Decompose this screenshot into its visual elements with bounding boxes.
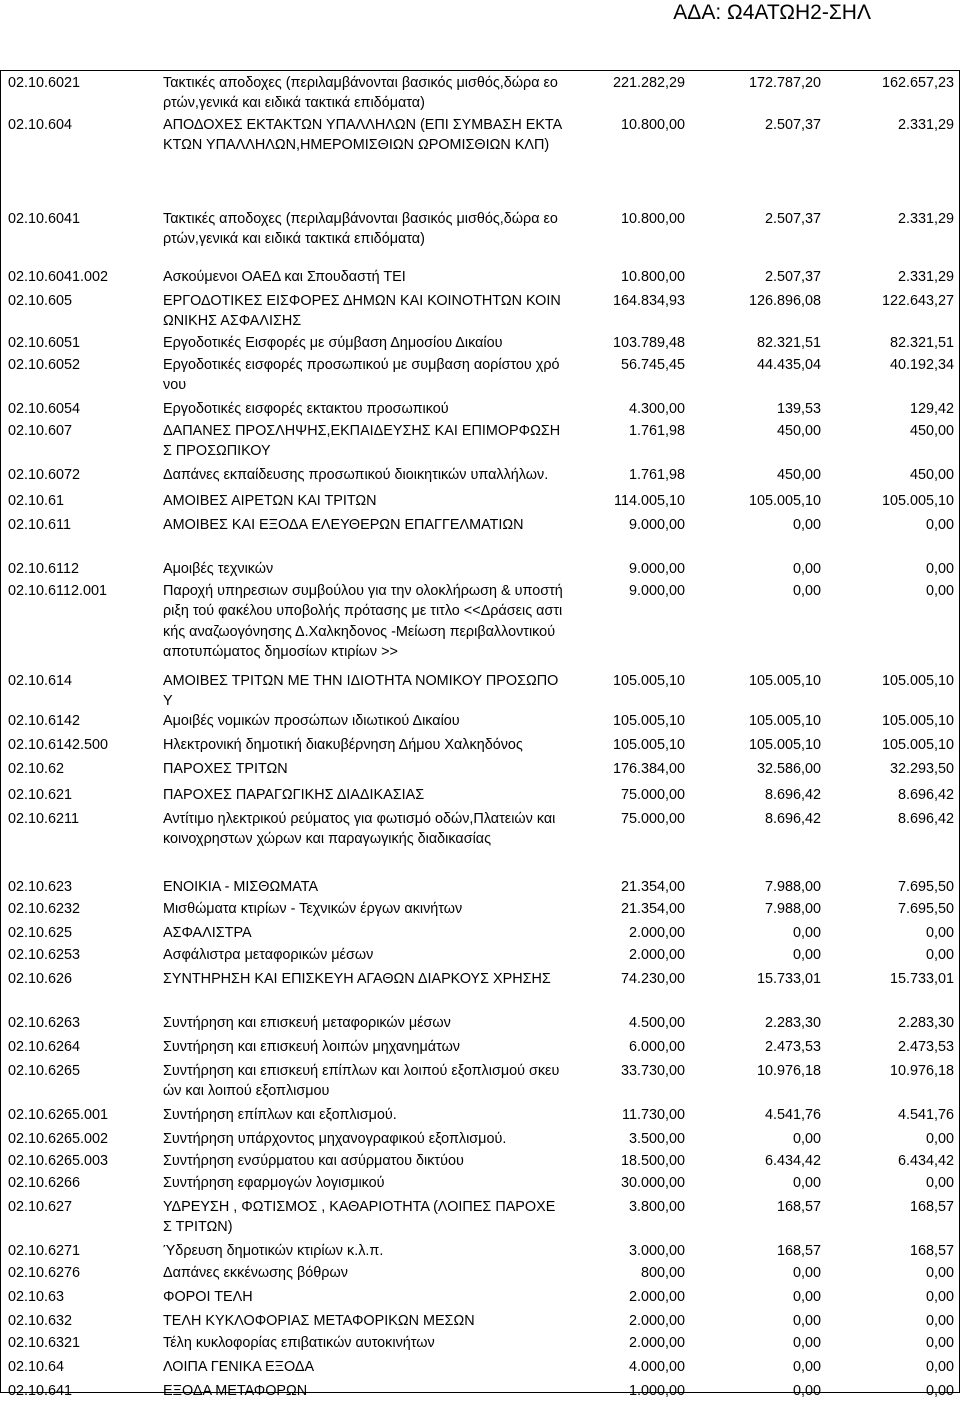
account-description: ΥΔΡΕΥΣΗ , ΦΩΤΙΣΜΟΣ , ΚΑΘΑΡΙΟΤΗΤΑ (ΛΟΙΠΕΣ ΠΑΡΟΧΕΣ ΤΡΙΤΩΝ) (163, 1199, 556, 1236)
paid-amount: 0,00 (925, 1175, 954, 1191)
budget-amount: 800,00 (640, 1265, 685, 1281)
account-code: 02.10.64 (8, 1359, 65, 1375)
account-description: Συντήρηση υπάρχοντος μηχανογραφικού εξοπλισμού. (163, 1131, 507, 1147)
budget-amount: 10.800,00 (620, 269, 685, 285)
account-code: 02.10.6263 (8, 1015, 81, 1031)
paid-amount: 8.696,42 (897, 811, 954, 827)
account-description: Συντήρηση και επισκευή επίπλων και λοιπού εξοπλισμού σκευών και λοιπού εξοπλισμου (163, 1063, 560, 1100)
paid-amount: 4.541,76 (897, 1107, 954, 1123)
paid-amount: 10.976,18 (889, 1063, 954, 1079)
account-description: Τέλη κυκλοφορίας επιβατικών αυτοκινήτων (163, 1335, 435, 1351)
committed-amount: 2.507,37 (764, 269, 821, 285)
account-description: Συντήρηση και επισκευή μεταφορικών μέσων (163, 1015, 451, 1031)
budget-amount: 2.000,00 (628, 1335, 685, 1351)
budget-amount: 221.282,29 (612, 75, 685, 91)
budget-amount: 114.005,10 (614, 493, 685, 509)
paid-amount: 15.733,01 (889, 971, 954, 987)
paid-amount: 0,00 (925, 561, 954, 577)
committed-amount: 7.988,00 (764, 879, 821, 895)
account-description: Αντίτιμο ηλεκτρικού ρεύματος για φωτισμό οδών,Πλατειών και κοινοχρηστων χώρων και παραγωγικής διαδικασίας (163, 811, 556, 848)
committed-amount: 105.005,10 (748, 493, 821, 509)
budget-amount: 74.230,00 (620, 971, 685, 987)
paid-amount: 168,57 (909, 1243, 954, 1259)
account-description: Αμοιβές τεχνικών (163, 561, 274, 577)
committed-amount: 8.696,42 (764, 811, 821, 827)
account-code: 02.10.6321 (8, 1335, 81, 1351)
account-code: 02.10.6072 (8, 467, 81, 483)
account-description: ΑΣΦΑΛΙΣΤΡΑ (163, 925, 252, 941)
committed-amount: 0,00 (792, 561, 821, 577)
paid-amount: 0,00 (925, 1383, 954, 1399)
budget-amount: 4.000,00 (628, 1359, 685, 1375)
account-description: Δαπάνες εκκένωσης βόθρων (163, 1265, 348, 1281)
account-code: 02.10.6232 (8, 901, 81, 917)
committed-amount: 6.434,42 (764, 1153, 821, 1169)
account-description: ΑΜΟΙΒΕΣ ΤΡΙΤΩΝ ΜΕ ΤΗΝ ΙΔΙΟΤΗΤΑ ΝΟΜΙΚΟΥ ΠΡΟΣΩΠΟΥ (163, 673, 559, 710)
budget-amount: 9.000,00 (628, 517, 685, 533)
budget-amount: 10.800,00 (620, 117, 685, 133)
account-description: Εργοδοτικές εισφορές προσωπικού με συμβαση αορίστου χρόνου (163, 357, 560, 394)
paid-amount: 82.321,51 (889, 335, 954, 351)
budget-amount: 164.834,93 (612, 293, 685, 309)
account-description: ΕΡΓΟΔΟΤΙΚΕΣ ΕΙΣΦΟΡΕΣ ΔΗΜΩΝ ΚΑΙ ΚΟΙΝΟΤΗΤΩΝ ΚΟΙΝΩΝΙΚΗΣ ΑΣΦΑΛΙΣΗΣ (163, 293, 561, 330)
budget-amount: 30.000,00 (620, 1175, 685, 1191)
budget-amount: 75.000,00 (620, 811, 685, 827)
account-description: Συντήρηση και επισκευή λοιπών μηχανημάτων (163, 1039, 460, 1055)
paid-amount: 0,00 (925, 947, 954, 963)
account-code: 02.10.6021 (8, 75, 81, 91)
paid-amount: 0,00 (925, 517, 954, 533)
account-code: 02.10.623 (8, 879, 73, 895)
account-description: ΣΥΝΤΗΡΗΣΗ ΚΑΙ ΕΠΙΣΚΕΥΗ ΑΓΑΘΩΝ ΔΙΑΡΚΟΥΣ ΧΡΗΣΗΣ (163, 971, 551, 987)
paid-amount: 105.005,10 (881, 493, 954, 509)
paid-amount: 105.005,10 (881, 673, 954, 689)
account-code: 02.10.6112.001 (8, 583, 107, 599)
paid-amount: 105.005,10 (881, 737, 954, 753)
committed-amount: 32.586,00 (756, 761, 821, 777)
paid-amount: 8.696,42 (897, 787, 954, 803)
account-description: Τακτικές αποδοχες (περιλαμβάνονται βασικός μισθός,δώρα εορτών,γενικά και ειδικά τακτικά επιδόματα) (163, 211, 558, 248)
budget-table (0, 70, 960, 1399)
committed-amount: 450,00 (776, 423, 821, 439)
account-description: Συντήρηση εφαρμογών λογισμικού (163, 1175, 385, 1191)
paid-amount: 2.331,29 (897, 269, 954, 285)
account-description: ΑΜΟΙΒΕΣ ΚΑΙ ΕΞΟΔΑ ΕΛΕΥΘΕΡΩΝ ΕΠΑΓΓΕΛΜΑΤΙΩΝ (163, 517, 524, 533)
paid-amount: 0,00 (925, 1131, 954, 1147)
budget-amount: 105.005,10 (612, 713, 685, 729)
account-description: ΕΝΟΙΚΙΑ - ΜΙΣΘΩΜΑΤΑ (163, 879, 319, 895)
committed-amount: 0,00 (792, 517, 821, 533)
account-code: 02.10.611 (8, 517, 71, 533)
account-description: Παροχή υπηρεσιων συμβούλου για την ολοκλήρωση & υποστήριξη τού φακέλου υποβολής πρότασης με τιτλο <<Δράσεις αστικής αναζωογόνησης Δ.Χαλκηδονος -Μείωση περιβαλλοντικού αποτυπώματος δημοσίων κτιρίων >> (163, 583, 563, 660)
committed-amount: 105.005,10 (748, 713, 821, 729)
budget-amount: 6.000,00 (628, 1039, 685, 1055)
paid-amount: 2.473,53 (897, 1039, 954, 1055)
committed-amount: 0,00 (792, 1131, 821, 1147)
account-code: 02.10.621 (8, 787, 73, 803)
ada-identifier: ΑΔΑ: Ω4ΑΤΩΗ2-ΣΗΛ (673, 1, 871, 24)
account-description: Μισθώματα κτιρίων - Τεχνικών έργων ακινήτων (163, 901, 463, 917)
paid-amount: 450,00 (909, 467, 954, 483)
committed-amount: 0,00 (792, 583, 821, 599)
paid-amount: 40.192,34 (889, 357, 954, 373)
paid-amount: 2.331,29 (897, 211, 954, 227)
account-code: 02.10.6265.001 (8, 1107, 109, 1123)
account-code: 02.10.6041 (8, 211, 81, 227)
budget-amount: 9.000,00 (628, 583, 685, 599)
account-code: 02.10.627 (8, 1199, 73, 1215)
account-code: 02.10.6052 (8, 357, 81, 373)
budget-amount: 2.000,00 (628, 925, 685, 941)
budget-amount: 9.000,00 (628, 561, 685, 577)
committed-amount: 0,00 (792, 1335, 821, 1351)
account-description: Ηλεκτρονική δημοτική διακυβέρνηση Δήμου Χαλκηδόνος (163, 737, 523, 753)
committed-amount: 0,00 (792, 1265, 821, 1281)
account-code: 02.10.6253 (8, 947, 81, 963)
paid-amount: 168,57 (909, 1199, 954, 1215)
budget-amount: 1.761,98 (628, 423, 685, 439)
account-code: 02.10.61 (8, 493, 65, 509)
budget-amount: 4.300,00 (628, 401, 685, 417)
committed-amount: 126.896,08 (748, 293, 821, 309)
paid-amount: 0,00 (925, 1289, 954, 1305)
committed-amount: 2.507,37 (764, 211, 821, 227)
account-description: Συντήρηση επίπλων και εξοπλισμού. (163, 1107, 397, 1123)
budget-amount: 3.000,00 (628, 1243, 685, 1259)
account-description: Δαπάνες εκπαίδευσης προσωπικού διοικητικών υπαλλήλων. (163, 467, 549, 483)
account-code: 02.10.6041.002 (8, 269, 109, 285)
account-description: Τακτικές αποδοχες (περιλαμβάνονται βασικός μισθός,δώρα εορτών,γενικά και ειδικά τακτικά επιδόματα) (163, 75, 558, 112)
budget-amount: 56.745,45 (620, 357, 685, 373)
budget-amount: 105.005,10 (612, 673, 685, 689)
committed-amount: 168,57 (776, 1199, 821, 1215)
budget-amount: 18.500,00 (620, 1153, 685, 1169)
budget-amount: 4.500,00 (628, 1015, 685, 1031)
committed-amount: 10.976,18 (756, 1063, 821, 1079)
budget-amount: 103.789,48 (612, 335, 685, 351)
budget-amount: 33.730,00 (620, 1063, 685, 1079)
account-description: ΛΟΙΠΑ ΓΕΝΙΚΑ ΕΞΟΔΑ (163, 1359, 315, 1375)
committed-amount: 139,53 (776, 401, 821, 417)
budget-amount: 1.000,00 (628, 1383, 685, 1399)
committed-amount: 168,57 (776, 1243, 821, 1259)
account-code: 02.10.625 (8, 925, 73, 941)
account-description: Εργοδοτικές εισφορές εκτακτου προσωπικού (163, 401, 449, 417)
account-description: ΔΑΠΑΝΕΣ ΠΡΟΣΛΗΨΗΣ,ΕΚΠΑΙΔΕΥΣΗΣ ΚΑΙ ΕΠΙΜΟΡΦΩΣΗΣ ΠΡΟΣΩΠΙΚΟΥ (163, 423, 561, 460)
account-description: Αμοιβές νομικών προσώπων ιδιωτικού Δικαίου (163, 713, 460, 729)
paid-amount: 129,42 (909, 401, 954, 417)
committed-amount: 0,00 (792, 1359, 821, 1375)
account-description: ΠΑΡΟΧΕΣ ΤΡΙΤΩΝ (163, 761, 288, 777)
budget-amount: 105.005,10 (612, 737, 685, 753)
account-code: 02.10.63 (8, 1289, 65, 1305)
budget-amount: 2.000,00 (628, 947, 685, 963)
budget-amount: 75.000,00 (620, 787, 685, 803)
account-description: ΦΟΡΟΙ ΤΕΛΗ (163, 1289, 253, 1305)
budget-amount: 176.384,00 (612, 761, 685, 777)
committed-amount: 0,00 (792, 1289, 821, 1305)
budget-amount: 10.800,00 (620, 211, 685, 227)
committed-amount: 0,00 (792, 947, 821, 963)
paid-amount: 0,00 (925, 1313, 954, 1329)
committed-amount: 82.321,51 (756, 335, 821, 351)
committed-amount: 2.507,37 (764, 117, 821, 133)
account-description: ΠΑΡΟΧΕΣ ΠΑΡΑΓΩΓΙΚΗΣ ΔΙΑΔΙΚΑΣΙΑΣ (163, 787, 425, 803)
account-code: 02.10.6264 (8, 1039, 81, 1055)
committed-amount: 0,00 (792, 925, 821, 941)
paid-amount: 32.293,50 (889, 761, 954, 777)
committed-amount: 2.473,53 (764, 1039, 821, 1055)
paid-amount: 0,00 (925, 1359, 954, 1375)
account-code: 02.10.62 (8, 761, 65, 777)
paid-amount: 122.643,27 (881, 293, 954, 309)
committed-amount: 0,00 (792, 1175, 821, 1191)
paid-amount: 0,00 (925, 925, 954, 941)
account-code: 02.10.614 (8, 673, 73, 689)
account-code: 02.10.641 (8, 1383, 73, 1399)
account-code: 02.10.6276 (8, 1265, 81, 1281)
account-code: 02.10.6051 (8, 335, 81, 351)
account-description: Ασκούμενοι ΟΑΕΔ και Σπουδαστή ΤΕΙ (163, 269, 406, 285)
account-description: Ασφάλιστρα μεταφορικών μέσων (163, 947, 374, 963)
paid-amount: 0,00 (925, 583, 954, 599)
budget-amount: 21.354,00 (620, 901, 685, 917)
account-code: 02.10.6265 (8, 1063, 81, 1079)
committed-amount: 8.696,42 (764, 787, 821, 803)
paid-amount: 0,00 (925, 1335, 954, 1351)
committed-amount: 105.005,10 (748, 673, 821, 689)
budget-amount: 2.000,00 (628, 1313, 685, 1329)
account-description: Συντήρηση ενσύρματου και ασύρματου δικτύου (163, 1153, 464, 1169)
account-description: Ύδρευση δημοτικών κτιρίων κ.λ.π. (163, 1243, 384, 1259)
account-code: 02.10.6265.002 (8, 1131, 109, 1147)
budget-amount: 3.500,00 (628, 1131, 685, 1147)
paid-amount: 7.695,50 (897, 879, 954, 895)
paid-amount: 162.657,23 (881, 75, 954, 91)
account-code: 02.10.626 (8, 971, 73, 987)
committed-amount: 4.541,76 (764, 1107, 821, 1123)
paid-amount: 2.283,30 (897, 1015, 954, 1031)
account-description: ΑΠΟΔΟΧΕΣ ΕΚΤΑΚΤΩΝ ΥΠΑΛΛΗΛΩΝ (ΕΠΙ ΣΥΜΒΑΣΗ ΕΚΤΑΚΤΩΝ ΥΠΑΛΛΗΛΩΝ,ΗΜΕΡΟΜΙΣΘΙΩΝ ΩΡΟΜΙΣΘΙΩΝ ΚΛΠ) (163, 117, 563, 154)
account-code: 02.10.6266 (8, 1175, 81, 1191)
paid-amount: 0,00 (925, 1265, 954, 1281)
committed-amount: 105.005,10 (748, 737, 821, 753)
committed-amount: 15.733,01 (756, 971, 821, 987)
budget-amount: 2.000,00 (628, 1289, 685, 1305)
committed-amount: 0,00 (792, 1383, 821, 1399)
budget-amount: 21.354,00 (620, 879, 685, 895)
budget-amount: 11.730,00 (622, 1107, 685, 1123)
committed-amount: 2.283,30 (764, 1015, 821, 1031)
ada-header (631, 0, 871, 26)
paid-amount: 105.005,10 (881, 713, 954, 729)
account-code: 02.10.632 (8, 1313, 73, 1329)
paid-amount: 450,00 (909, 423, 954, 439)
committed-amount: 0,00 (792, 1313, 821, 1329)
account-code: 02.10.6211 (8, 811, 79, 827)
budget-amount: 1.761,98 (628, 467, 685, 483)
paid-amount: 2.331,29 (897, 117, 954, 133)
budget-amount: 3.800,00 (628, 1199, 685, 1215)
account-code: 02.10.6054 (8, 401, 81, 417)
account-description: ΤΕΛΗ ΚΥΚΛΟΦΟΡΙΑΣ ΜΕΤΑΦΟΡΙΚΩΝ ΜΕΣΩΝ (163, 1313, 475, 1329)
account-code: 02.10.6142 (8, 713, 81, 729)
account-code: 02.10.6271 (8, 1243, 81, 1259)
account-code: 02.10.605 (8, 293, 73, 309)
committed-amount: 172.787,20 (748, 75, 821, 91)
paid-amount: 7.695,50 (897, 901, 954, 917)
committed-amount: 7.988,00 (764, 901, 821, 917)
account-code: 02.10.6265.003 (8, 1153, 109, 1169)
committed-amount: 450,00 (776, 467, 821, 483)
paid-amount: 6.434,42 (897, 1153, 954, 1169)
account-description: ΑΜΟΙΒΕΣ ΑΙΡΕΤΩΝ ΚΑΙ ΤΡΙΤΩΝ (163, 493, 377, 509)
account-description: Εργοδοτικές Εισφορές με σύμβαση Δημοσίου Δικαίου (163, 335, 503, 351)
committed-amount: 44.435,04 (756, 357, 821, 373)
account-code: 02.10.6142.500 (8, 737, 109, 753)
account-description: ΕΞΟΔΑ ΜΕΤΑΦΟΡΩΝ (163, 1383, 308, 1399)
account-code: 02.10.604 (8, 117, 73, 133)
account-code: 02.10.607 (8, 423, 73, 439)
account-code: 02.10.6112 (8, 561, 79, 577)
